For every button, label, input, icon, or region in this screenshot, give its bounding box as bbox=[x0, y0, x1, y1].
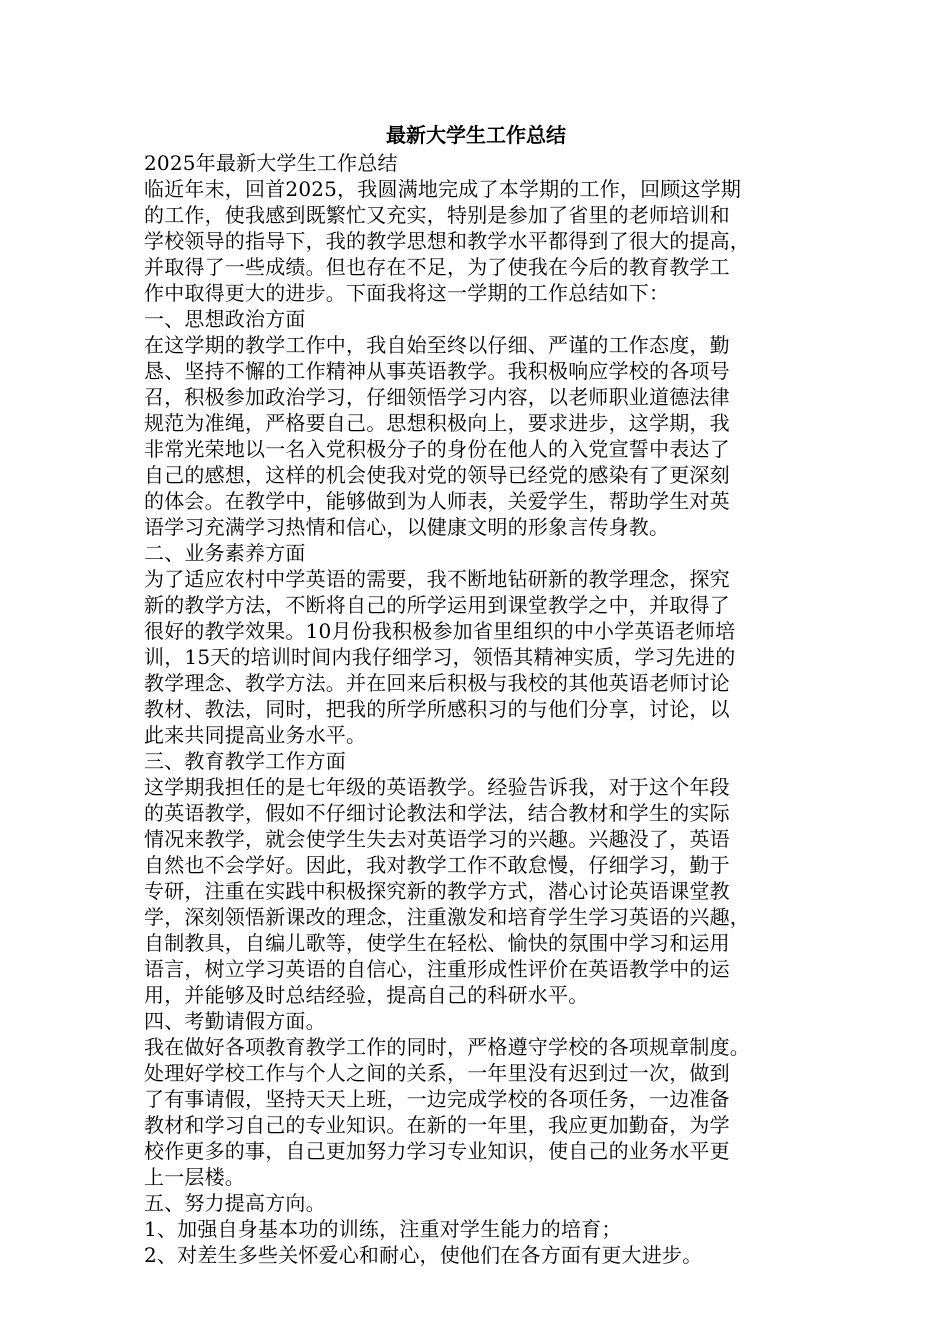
paragraph-line: 很好的教学效果。10月份我积极参加省里组织的中小学英语老师培 bbox=[144, 619, 736, 643]
paragraph-line: 专研，注重在实践中积极探究新的教学方式，潜心讨论英语课堂教 bbox=[144, 879, 730, 903]
section-heading: 一、思想政治方面 bbox=[144, 307, 306, 331]
paragraph-line: 语言，树立学习英语的自信心，注重形成性评价在英语教学中的运 bbox=[144, 957, 730, 981]
paragraph-line: 处理好学校工作与个人之间的关系，一年里没有迟到过一次，做到 bbox=[144, 1061, 730, 1085]
document-body bbox=[144, 120, 808, 1268]
paragraph-line: 为了适应农村中学英语的需要，我不断地钻研新的教学理念，探究 bbox=[144, 567, 730, 591]
paragraph-line: 的工作，使我感到既繁忙又充实，特别是参加了省里的老师培训和 bbox=[144, 203, 730, 227]
paragraph-line: 在这学期的教学工作中，我自始至终以仔细、严谨的工作态度，勤 bbox=[144, 333, 730, 357]
paragraph-line: 并取得了一些成绩。但也存在不足，为了使我在今后的教育教学工 bbox=[144, 255, 730, 279]
paragraph-line: 训，15天的培训时间内我仔细学习，领悟其精神实质，学习先进的 bbox=[144, 645, 736, 669]
paragraph-line: 语学习充满学习热情和信心，以健康文明的形象言传身教。 bbox=[144, 515, 670, 539]
paragraph-line: 的英语教学，假如不仔细讨论教法和学法，结合教材和学生的实际 bbox=[144, 801, 730, 825]
list-item: 2、对差生多些关怀爱心和耐心，使他们在各方面有更大进步。 bbox=[144, 1243, 703, 1267]
paragraph-line: 了有事请假，坚持天天上班，一边完成学校的各项任务，一边准备 bbox=[144, 1087, 730, 1111]
paragraph-line: 情况来教学，就会使学生失去对英语学习的兴趣。兴趣没了，英语 bbox=[144, 827, 730, 851]
list-item: 1、加强自身基本功的训练，注重对学生能力的培育； bbox=[144, 1217, 622, 1241]
paragraph-line: 上一层楼。 bbox=[144, 1165, 245, 1189]
subtitle-line: 2025年最新大学生工作总结 bbox=[144, 151, 398, 175]
paragraph-line: 教学理念、教学方法。并在回来后积极与我校的其他英语老师讨论 bbox=[144, 671, 730, 695]
paragraph-line: 我在做好各项教育教学工作的同时，严格遵守学校的各项规章制度。 bbox=[144, 1035, 750, 1059]
paragraph-line: 临近年末，回首2025，我圆满地完成了本学期的工作，回顾这学期 bbox=[144, 177, 742, 201]
paragraph-line: 的体会。在教学中，能够做到为人师表，关爱学生，帮助学生对英 bbox=[144, 489, 730, 513]
paragraph-line: 新的教学方法，不断将自己的所学运用到课堂教学之中，并取得了 bbox=[144, 593, 730, 617]
section-heading: 二、业务素养方面 bbox=[144, 541, 306, 565]
paragraph-line: 自制教具，自编儿歌等，使学生在轻松、愉快的氛围中学习和运用 bbox=[144, 931, 730, 955]
paragraph-line: 作中取得更大的进步。下面我将这一学期的工作总结如下： bbox=[144, 281, 670, 305]
paragraph-line: 学校领导的指导下，我的教学思想和教学水平都得到了很大的提高， bbox=[144, 229, 750, 253]
paragraph-line: 自己的感想，这样的机会使我对党的领导已经党的感染有了更深刻 bbox=[144, 463, 730, 487]
paragraph-line: 召，积极参加政治学习，仔细领悟学习内容，以老师职业道德法律 bbox=[144, 385, 730, 409]
document-title: 最新大学生工作总结 bbox=[386, 123, 566, 147]
paragraph-line: 学，深刻领悟新课改的理念，注重激发和培育学生学习英语的兴趣， bbox=[144, 905, 750, 929]
paragraph-line: 教材、教法，同时，把我的所学所感积习的与他们分享，讨论，以 bbox=[144, 697, 730, 721]
paragraph-line: 非常光荣地以一名入党积极分子的身份在他人的入党宣誓中表达了 bbox=[144, 437, 730, 461]
paragraph-line: 此来共同提高业务水平。 bbox=[144, 723, 367, 747]
paragraph-line: 规范为准绳，严格要自己。思想积极向上，要求进步，这学期，我 bbox=[144, 411, 730, 435]
paragraph-line: 自然也不会学好。因此，我对教学工作不敢怠慢，仔细学习，勤于 bbox=[144, 853, 730, 877]
paragraph-line: 这学期我担任的是七年级的英语教学。经验告诉我，对于这个年段 bbox=[144, 775, 730, 799]
paragraph-line: 用，并能够及时总结经验，提高自己的科研水平。 bbox=[144, 983, 589, 1007]
paragraph-line: 恳、坚持不懈的工作精神从事英语教学。我积极响应学校的各项号 bbox=[144, 359, 730, 383]
section-heading: 三、教育教学工作方面 bbox=[144, 749, 346, 773]
paragraph-line: 教材和学习自己的专业知识。在新的一年里，我应更加勤奋，为学 bbox=[144, 1113, 730, 1137]
section-heading: 四、考勤请假方面。 bbox=[144, 1009, 326, 1033]
paragraph-line: 校作更多的事，自己更加努力学习专业知识，使自己的业务水平更 bbox=[144, 1139, 730, 1163]
section-heading: 五、努力提高方向。 bbox=[144, 1191, 326, 1215]
